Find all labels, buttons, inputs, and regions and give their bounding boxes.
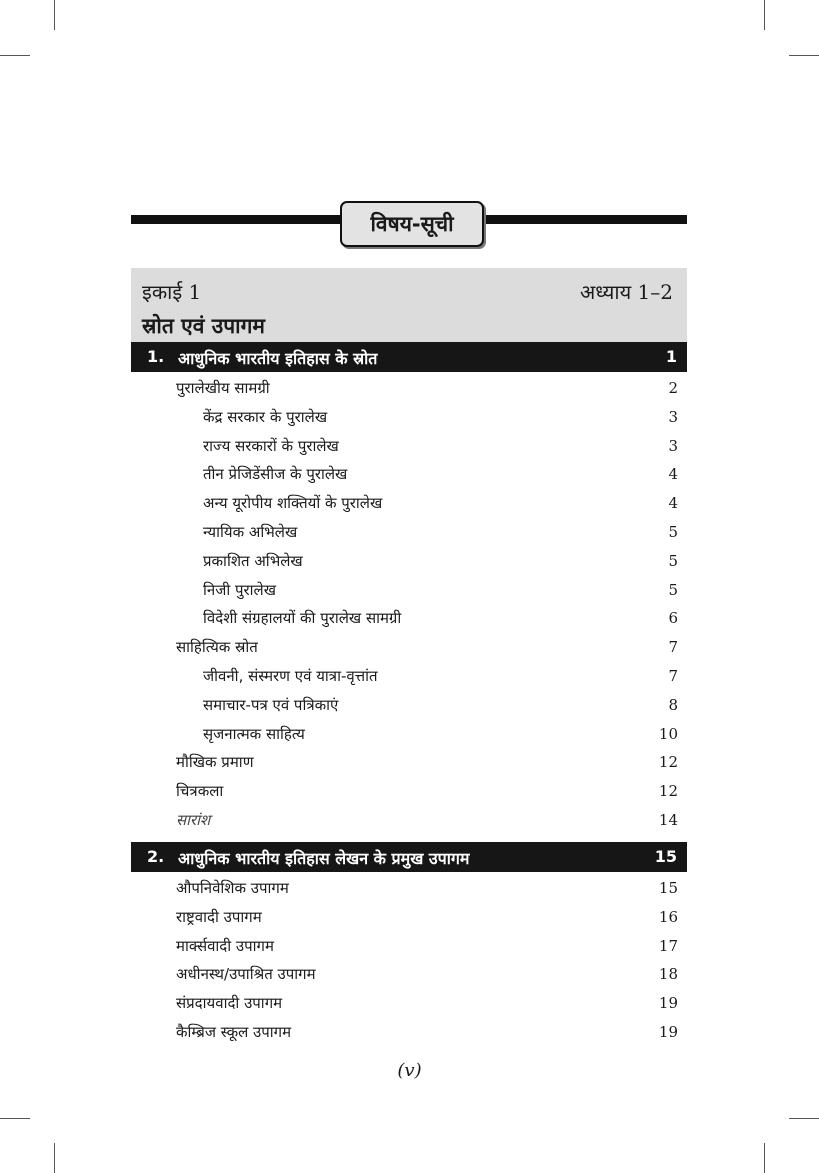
toc-entry-page: 6 bbox=[668, 609, 678, 628]
toc-entry-page: 3 bbox=[668, 407, 678, 426]
chapter-heading[interactable] bbox=[131, 342, 687, 372]
crop-mark bbox=[54, 1143, 55, 1173]
toc-entry-page: 4 bbox=[668, 465, 678, 484]
toc-entry-page: 17 bbox=[658, 936, 678, 955]
toc-entry-page: 3 bbox=[668, 436, 678, 455]
toc-entry[interactable] bbox=[131, 376, 678, 400]
toc-entry[interactable] bbox=[131, 1020, 678, 1044]
toc-entry-title: जीवनी, संस्मरण एवं यात्रा-वृत्तांत bbox=[203, 667, 378, 685]
toc-title: विषय-सूची bbox=[340, 201, 484, 247]
toc-entry[interactable] bbox=[131, 962, 678, 986]
toc-entry-title: केंद्र सरकार के पुरालेख bbox=[203, 407, 328, 426]
toc-entry-title: मार्क्सवादी उपागम bbox=[176, 936, 274, 955]
toc-entry[interactable] bbox=[131, 934, 678, 958]
crop-mark bbox=[0, 55, 30, 56]
toc-entry-page: 8 bbox=[668, 695, 678, 714]
crop-mark bbox=[54, 0, 55, 30]
toc-entry-title: औपनिवेशिक उपागम bbox=[176, 879, 289, 897]
crop-mark bbox=[764, 0, 765, 30]
toc-entry-page: 5 bbox=[668, 551, 678, 570]
toc-entry-page: 16 bbox=[658, 907, 678, 926]
toc-entry[interactable] bbox=[131, 520, 678, 544]
toc-entry-title: मौखिक प्रमाण bbox=[176, 753, 254, 772]
chapter-number: 1. bbox=[147, 347, 165, 366]
unit-chapters: अध्याय 1–2 bbox=[580, 280, 673, 304]
toc-entry-page: 12 bbox=[658, 753, 678, 772]
toc-entry-page: 19 bbox=[658, 994, 678, 1013]
toc-entry[interactable] bbox=[131, 578, 678, 602]
toc-entry-title: अधीनस्थ/उपाश्रित उपागम bbox=[176, 965, 316, 984]
toc-entry-page: 5 bbox=[668, 580, 678, 599]
toc-entry[interactable] bbox=[131, 462, 678, 486]
toc-entry-title: कैम्ब्रिज स्कूल उपागम bbox=[176, 1023, 292, 1041]
toc-entry-title: सृजनात्मक साहित्य bbox=[203, 724, 305, 743]
toc-entry[interactable] bbox=[131, 405, 678, 429]
toc-entry-title: प्रकाशित अभिलेख bbox=[203, 551, 303, 570]
crop-mark bbox=[764, 1143, 765, 1173]
toc-entry[interactable] bbox=[131, 876, 678, 900]
toc-entry[interactable] bbox=[131, 491, 678, 515]
toc-entry[interactable] bbox=[131, 808, 678, 832]
toc-entry-page: 19 bbox=[658, 1023, 678, 1041]
crop-mark bbox=[0, 1118, 30, 1119]
toc-entry-title: निजी पुरालेख bbox=[203, 580, 276, 599]
toc-entry-page: 15 bbox=[658, 879, 678, 897]
chapter-page: 15 bbox=[654, 847, 677, 866]
toc-entry-title: न्यायिक अभिलेख bbox=[203, 523, 298, 541]
toc-entry-page: 7 bbox=[668, 638, 678, 657]
toc-entry-page: 14 bbox=[658, 811, 678, 829]
toc-entry[interactable] bbox=[131, 606, 678, 630]
toc-entry[interactable] bbox=[131, 722, 678, 746]
toc-entry[interactable] bbox=[131, 635, 678, 659]
toc-entry[interactable] bbox=[131, 991, 678, 1015]
unit-title: स्रोत एवं उपागम bbox=[142, 314, 265, 338]
crop-mark bbox=[789, 1118, 819, 1119]
toc-entry-page: 10 bbox=[658, 724, 678, 743]
toc-entry-title: राज्य सरकारों के पुरालेख bbox=[203, 436, 339, 455]
toc-entry-page: 18 bbox=[658, 965, 678, 984]
toc-entry-title: तीन प्रेजिडेंसीज के पुरालेख bbox=[203, 465, 348, 484]
chapter-page: 1 bbox=[665, 347, 677, 366]
toc-entry-page: 7 bbox=[668, 667, 678, 685]
unit-label: इकाई 1 bbox=[142, 280, 202, 304]
toc-entry-title: संप्रदायवादी उपागम bbox=[176, 994, 283, 1013]
crop-mark bbox=[789, 55, 819, 56]
toc-entry-title: चित्रकला bbox=[176, 782, 224, 801]
toc-entry[interactable] bbox=[131, 779, 678, 803]
toc-entry[interactable] bbox=[131, 549, 678, 573]
page-folio: (v) bbox=[397, 1060, 422, 1081]
toc-entry-page: 2 bbox=[668, 379, 678, 397]
toc-entry-title: राष्ट्रवादी उपागम bbox=[176, 907, 262, 926]
toc-entry-page: 5 bbox=[668, 523, 678, 541]
toc-entry-title: सारांश bbox=[176, 811, 211, 829]
toc-entry[interactable] bbox=[131, 905, 678, 929]
toc-entry-title: साहित्यिक स्रोत bbox=[176, 638, 258, 657]
toc-entry[interactable] bbox=[131, 693, 678, 717]
unit-header bbox=[131, 268, 687, 342]
chapter-heading[interactable] bbox=[131, 842, 687, 872]
toc-entry-page: 4 bbox=[668, 494, 678, 513]
toc-entry-title: अन्य यूरोपीय शक्तियों के पुरालेख bbox=[203, 494, 383, 513]
chapter-title: आधुनिक भारतीय इतिहास लेखन के प्रमुख उपागम bbox=[178, 849, 470, 868]
toc-entry-title: पुरालेखीय सामग्री bbox=[176, 379, 270, 397]
toc-entry-title: समाचार-पत्र एवं पत्रिकाएं bbox=[203, 695, 339, 714]
chapter-number: 2. bbox=[147, 847, 165, 866]
toc-entry-title: विदेशी संग्रहालयों की पुरालेख सामग्री bbox=[203, 609, 402, 628]
toc-entry-page: 12 bbox=[658, 782, 678, 801]
toc-entry[interactable] bbox=[131, 664, 678, 688]
chapter-title: आधुनिक भारतीय इतिहास के स्रोत bbox=[178, 349, 378, 368]
toc-entry[interactable] bbox=[131, 750, 678, 774]
toc-entry[interactable] bbox=[131, 434, 678, 458]
